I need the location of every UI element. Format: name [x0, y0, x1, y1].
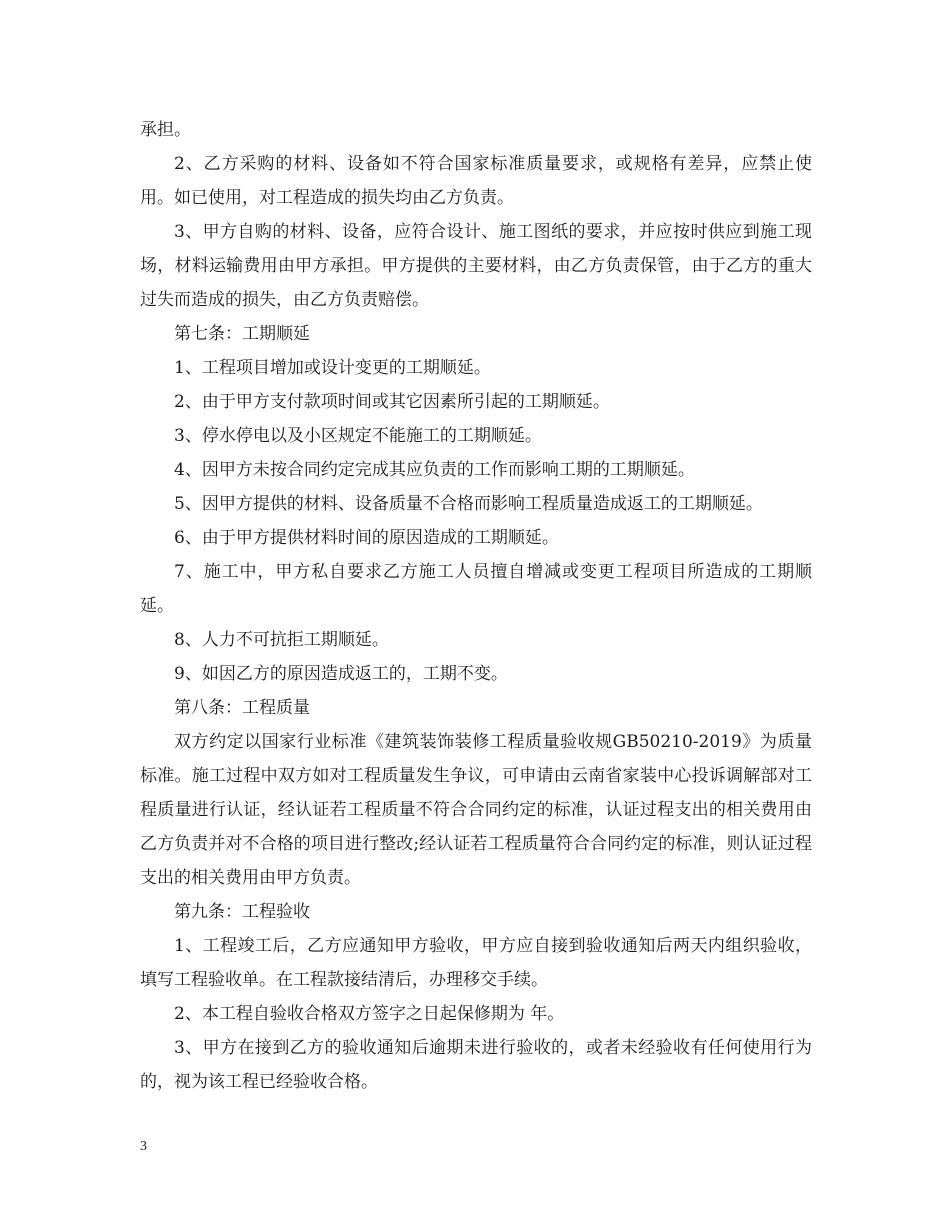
paragraph: 3、甲方自购的材料、设备，应符合设计、施工图纸的要求，并应按时供应到施工现场，材料运输费用由甲方承担。甲方提供的主要材料，由乙方负责保管，由于乙方的重大过失而造成的损失，由乙方负责赔偿。 — [140, 222, 812, 310]
paragraph: 7、施工中，甲方私自要求乙方施工人员擅自增减或变更工程项目所造成的工期顺延。 — [140, 562, 812, 616]
paragraph: 3、甲方在接到乙方的验收通知后逾期未进行验收的，或者未经验收有任何使用行为的，视为该工程已经验收合格。 — [140, 1038, 812, 1092]
paragraph: 第八条：工程质量 — [174, 698, 310, 718]
paragraph: 2、本工程自验收合格双方签字之日起保修期为 年。 — [174, 1004, 565, 1024]
paragraph: 2、乙方采购的材料、设备如不符合国家标准质量要求，或规格有差异，应禁止使用。如已使用，对工程造成的损失均由乙方负责。 — [140, 154, 812, 208]
paragraph: 双方约定以国家行业标准《建筑装饰装修工程质量验收规GB50210-2019》为质量标准。施工过程中双方如对工程质量发生争议，可申请由云南省家装中心投诉调解部对工程质量进行认证，经认证若工程质量不符合合同约定的标准，认证过程支出的相关费用由乙方负责并对不合格的项目进行整改;经认证若工程质量符合合同约定的标准，则认证过程支出的相关费用由甲方负责。 — [140, 732, 812, 888]
page-number: 3 — [140, 1139, 147, 1154]
paragraph: 9、如因乙方的原因造成返工的，工期不变。 — [174, 664, 508, 684]
paragraph: 承担。 — [140, 120, 191, 140]
paragraph: 5、因甲方提供的材料、设备质量不合格而影响工程质量造成返工的工期顺延。 — [174, 494, 763, 514]
paragraph: 3、停水停电以及小区规定不能施工的工期顺延。 — [174, 426, 542, 446]
paragraph: 2、由于甲方支付款项时间或其它因素所引起的工期顺延。 — [174, 392, 610, 412]
paragraph: 1、工程项目增加或设计变更的工期顺延。 — [174, 358, 491, 378]
paragraph: 第七条：工期顺延 — [174, 324, 310, 344]
paragraph: 第九条：工程验收 — [174, 902, 310, 922]
paragraph: 6、由于甲方提供材料时间的原因造成的工期顺延。 — [174, 528, 559, 548]
paragraph: 4、因甲方未按合同约定完成其应负责的工作而影响工期的工期顺延。 — [174, 460, 695, 480]
contract-body — [140, 113, 812, 1099]
paragraph: 1、工程竣工后，乙方应通知甲方验收，甲方应自接到验收通知后两天内组织验收，填写工程验收单。在工程款接结清后，办理移交手续。 — [140, 936, 812, 990]
paragraph: 8、人力不可抗拒工期顺延。 — [174, 630, 389, 650]
